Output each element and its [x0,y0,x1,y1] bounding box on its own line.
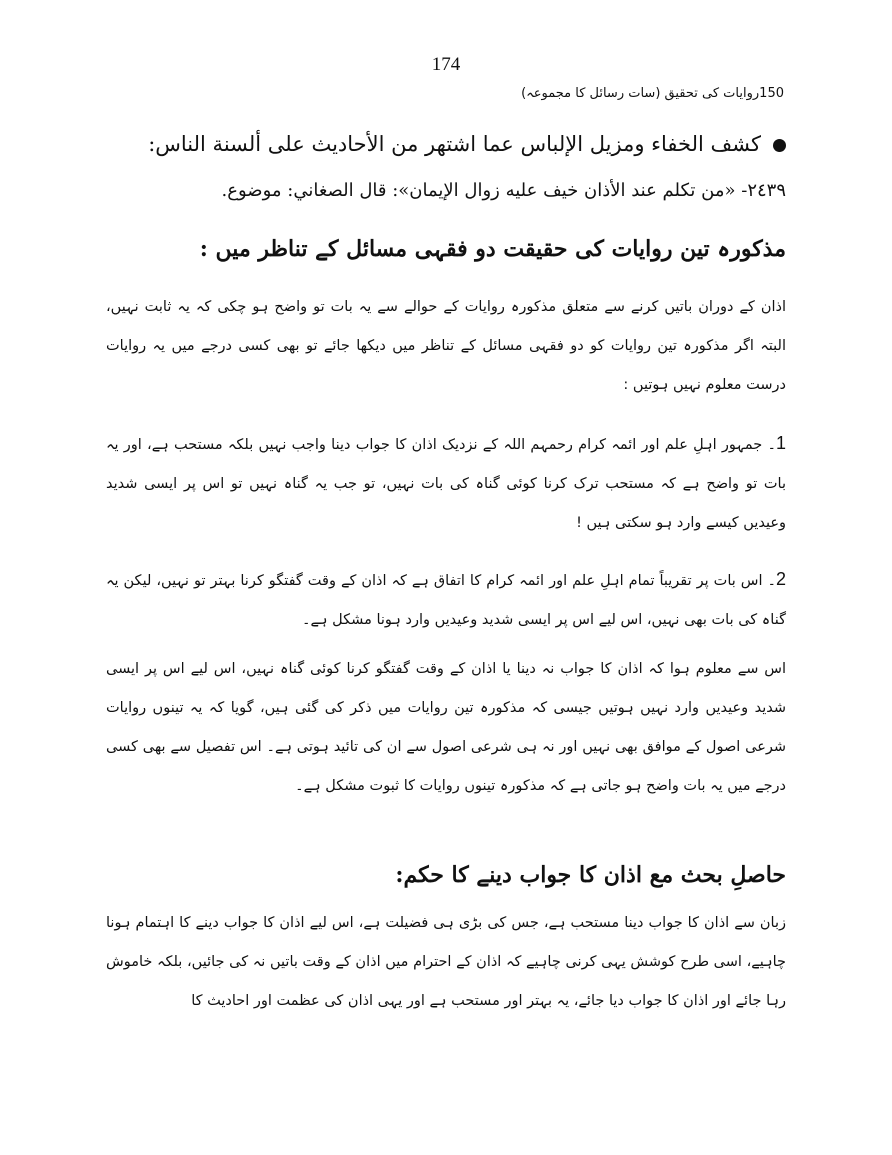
paragraph-final: زبان سے اذان کا جواب دینا مستحب ہے، جس کی بڑی ہی فضیلت ہے، اس لیے اذان کا جواب دینے کا اہتمام ہونا چاہیے، اسی طرح کوشش یہی کرنی چاہیے کہ اذان کے احترام میں اذان کے وقت باتیں نہ کی جائیں، بلکہ خاموش رہا جائے اور اذان کا جواب دیا جائے، یہ بہتر اور مستحب ہے اور یہی اذان کی عظمت اور احادیث کا [106,915,786,1009]
point-1 [106,424,786,543]
source-title: كشف الخفاء ومزيل الإلباس عما اشتهر من الأحاديث على ألسنة الناس: [148,132,761,156]
paragraph-intro: اذان کے دوران باتیں کرنے سے متعلق مذکورہ روایات کے حوالے سے یہ بات تو واضح ہو چکی کہ یہ ثابت نہیں، البتہ اگر مذکورہ تین روایات کو دو فقہی مسائل کے تناظر میں دیکھا جائے تو بھی کسی درجے میں یہ روایات درست معلوم نہیں ہوتیں : [106,299,786,393]
paragraph-conclusion: اس سے معلوم ہوا کہ اذان کا جواب نہ دینا یا اذان کے وقت گفتگو کرنا کوئی گناہ نہیں، اس لیے اس پر ایسی شدید وعیدیں وارد نہیں ہوتیں جیسی کہ مذکورہ تین روایات میں ذکر کی گئی ہیں، گویا کہ یہ تینوں روایات شرعی اصول کے موافق بھی نہیں اور نہ ہی شرعی اصول سے ان کی تائید ہوتی ہے۔ اس تفصیل سے بھی کسی درجے میں یہ بات واضح ہو جاتی ہے کہ مذکورہ تینوں روایات کا ثبوت مشکل ہے۔ [106,661,786,794]
bullet-icon [773,139,786,152]
source-title-line [106,132,786,156]
running-header: 150روایات کی تحقیق (سات رسائل کا مجموعہ) [521,86,784,101]
point-1-text: ۔ جمہور اہلِ علم اور ائمہ کرام رحمہم اللہ کے نزدیک اذان کا جواب دینا واجب نہیں بلکہ مستحب ہے، اور یہ بات تو واضح ہے کہ مستحب ترک کرنا کوئی گناہ کی بات نہیں، تو جب یہ گناہ نہیں تو اس پر ایسی شدید وعیدیں کیسے وارد ہو سکتی ہیں ! [106,437,786,531]
section-heading-analysis: مذکورہ تین روایات کی حقیقت دو فقہی مسائل کے تناظر میں : [199,236,786,262]
hadith-entry: ٢٤٣٩- «من تكلم عند الأذان خيف عليه زوال الإيمان»: قال الصغاني: موضوع. [221,180,786,201]
point-1-number: 1 [775,433,786,453]
section-heading-summary: حاصلِ بحث مع اذان کا جواب دینے کا حکم: [395,862,786,888]
point-2-number: 2 [775,569,786,589]
point-2-text: ۔ اس بات پر تقریباً تمام اہلِ علم اور ائمہ کرام کا اتفاق ہے کہ اذان کے وقت گفتگو کرنا بہتر تو نہیں، لیکن یہ گناہ کی بات بھی نہیں، اس لیے اس پر ایسی شدید وعیدیں وارد ہونا مشکل ہے۔ [106,573,786,628]
page-number: 174 [431,54,461,75]
point-2 [106,560,786,640]
